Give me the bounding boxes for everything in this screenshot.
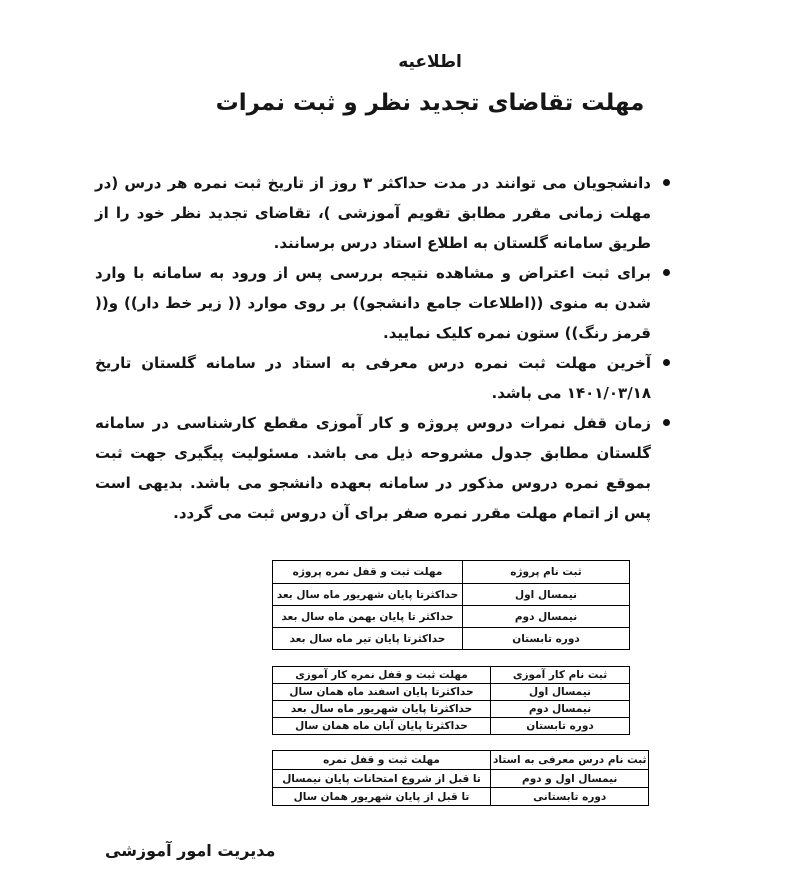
document-heading: مهلت تقاضای تجدید نظر و ثبت نمرات <box>215 90 645 116</box>
table-header-cell: مهلت ثبت و قفل نمره پروژه <box>273 561 463 584</box>
table-row <box>273 701 630 718</box>
table-cell: تا قبل از شروع امتحانات پایان نیمسال <box>273 770 491 788</box>
bullet-icon <box>663 359 670 366</box>
bullet-icon <box>663 179 670 186</box>
table-cell: حداکثرتا پایان شهریور ماه سال بعد <box>273 584 463 606</box>
bullet-item-objection-steps <box>95 258 651 348</box>
internship-grade-deadline-table <box>272 666 630 735</box>
table-cell: حداکثرتا پایان آبان ماه همان سال <box>273 718 491 735</box>
table-row <box>273 684 630 701</box>
bullet-item-revision-request <box>95 168 651 258</box>
table-cell: حداکثر تا پایان بهمن ماه سال بعد <box>273 606 463 628</box>
bullet-item-final-deadline <box>95 348 651 408</box>
table-row <box>273 718 630 735</box>
table-cell: حداکثرتا پایان اسفند ماه همان سال <box>273 684 491 701</box>
table-cell: نیمسال اول <box>491 684 630 701</box>
announcement-bullet-list <box>95 168 651 528</box>
table-header-cell: ثبت نام پروژه <box>463 561 630 584</box>
table-row <box>273 606 630 628</box>
table-cell: دوره تابستانی <box>491 788 649 806</box>
table-header-cell: ثبت نام درس معرفی به استاد <box>491 751 649 770</box>
table-cell: دوره تابستان <box>463 628 630 650</box>
table-header-row <box>273 751 649 770</box>
table-row <box>273 584 630 606</box>
bullet-text: آخرین مهلت ثبت نمره درس معرفی به استاد در سامانه گلستان تاریخ ۱۴۰۱/۰۳/۱۸ می باشد. <box>95 354 651 402</box>
table-cell: تا قبل از پایان شهریور همان سال <box>273 788 491 806</box>
project-grade-deadline-table <box>272 560 630 650</box>
table-row <box>273 788 649 806</box>
table-header-cell: مهلت ثبت و قفل نمره <box>273 751 491 770</box>
bullet-text: برای ثبت اعتراض و مشاهده نتیجه بررسی پس از ورود به سامانه با وارد شدن به منوی ((اطلاعات جامع دانشجو)) بر روی موارد (( زیر خط دار)) و(( قرمز رنگ)) ستون نمره کلیک نمایید. <box>95 264 651 342</box>
table-header-row <box>273 561 630 584</box>
professor-course-deadline-table <box>272 750 649 806</box>
table-header-cell: ثبت نام کار آموزی <box>491 667 630 684</box>
bullet-text: زمان قفل نمرات دروس پروژه و کار آموزی مقطع کارشناسی در سامانه گلستان مطابق جدول مشروحه ذیل می باشد. مسئولیت پیگیری جهت ثبت بموقع نمره دروس مذکور در سامانه بعهده دانشجو می باشد. بدیهی است پس از اتمام مهلت مقرر نمره صفر برای آن دروس ثبت می گردد. <box>95 414 651 522</box>
table-cell: نیمسال دوم <box>491 701 630 718</box>
bullet-icon <box>663 419 670 426</box>
table-row <box>273 770 649 788</box>
table-cell: نیمسال اول <box>463 584 630 606</box>
table-row <box>273 628 630 650</box>
table-header-row <box>273 667 630 684</box>
table-header-cell: مهلت ثبت و قفل نمره کار آموزی <box>273 667 491 684</box>
table-cell: نیمسال اول و دوم <box>491 770 649 788</box>
bullet-icon <box>663 269 670 276</box>
footer-signature: مدیریت امور آموزشی <box>105 841 276 860</box>
table-cell: حداکثرتا پایان شهریور ماه سال بعد <box>273 701 491 718</box>
document-title: اطلاعیه <box>398 52 462 72</box>
bullet-text: دانشجویان می توانند در مدت حداکثر ۳ روز از تاریخ ثبت نمره هر درس (در مهلت زمانی مقرر مطابق تقویم آموزشی )، تقاضای تجدید نظر خود را از طریق سامانه گلستان به اطلاع استاد درس برسانند. <box>95 174 651 252</box>
table-cell: نیمسال دوم <box>463 606 630 628</box>
table-cell: حداکثرتا پایان تیر ماه سال بعد <box>273 628 463 650</box>
bullet-item-grade-lock <box>95 408 651 528</box>
table-cell: دوره تابستان <box>491 718 630 735</box>
